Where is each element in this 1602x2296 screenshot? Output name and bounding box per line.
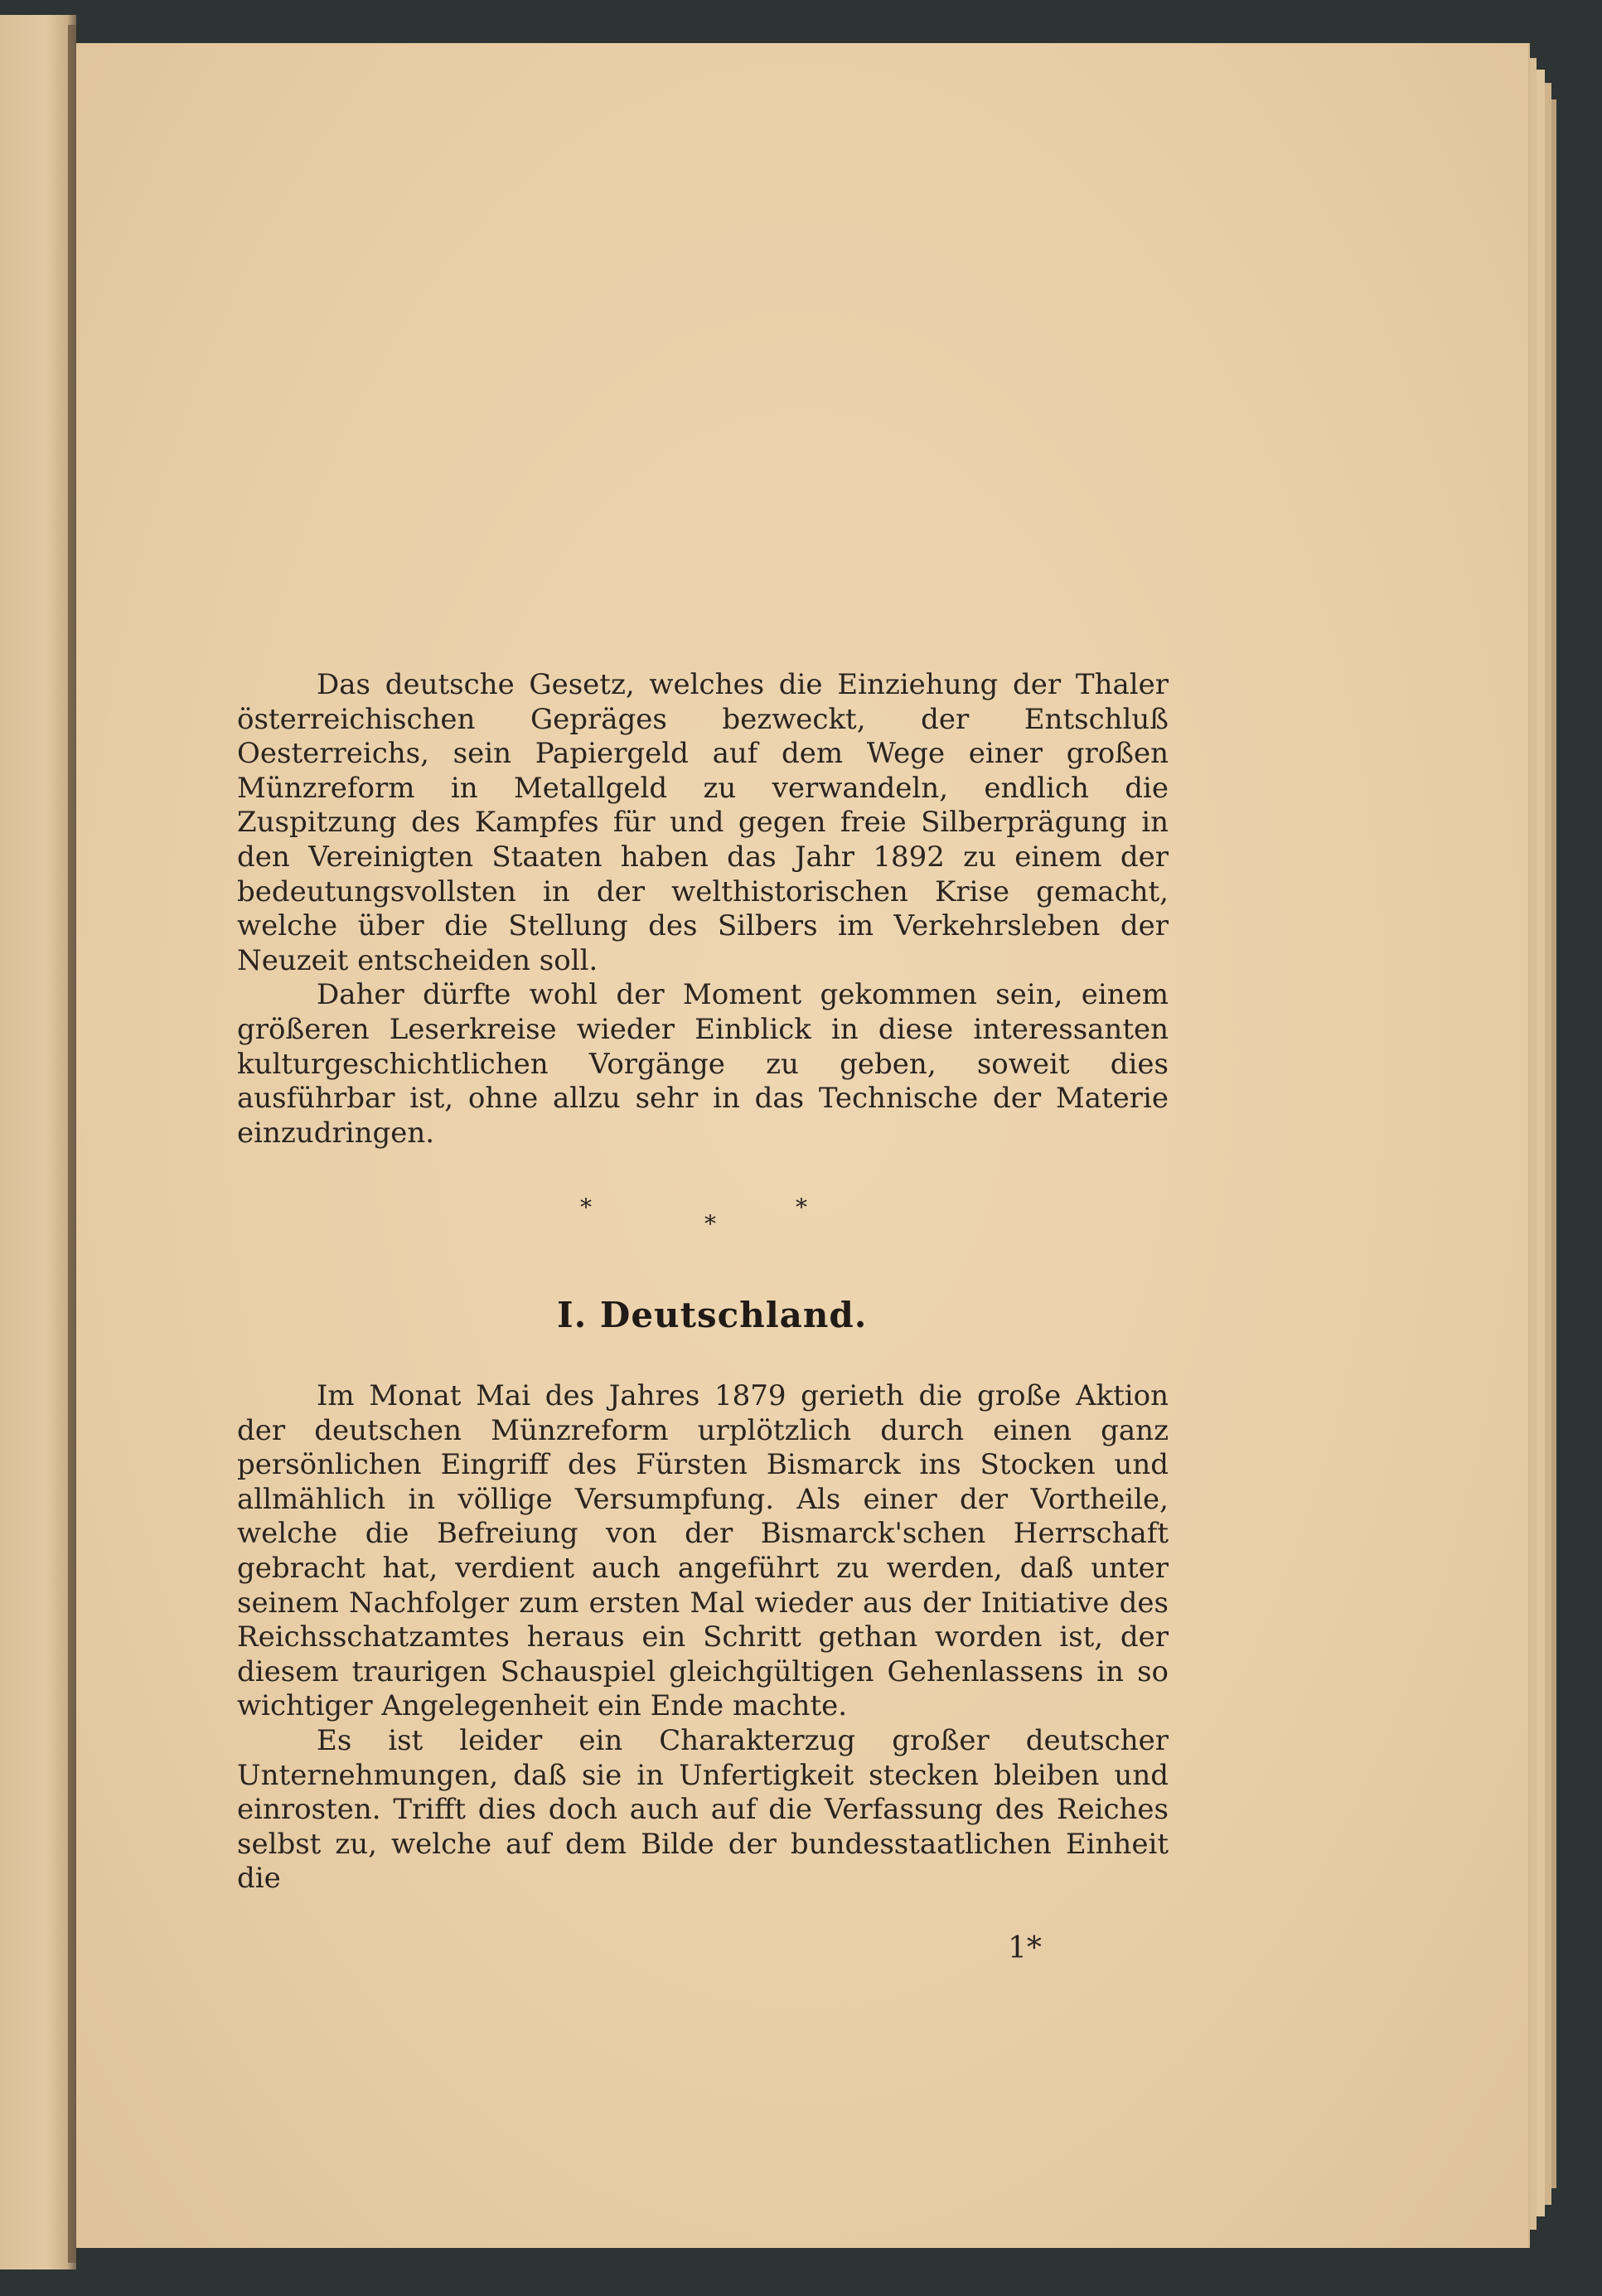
separator-star: * (580, 1194, 592, 1221)
page-fore-edge (1537, 70, 1545, 2216)
separator-star: * (796, 1194, 807, 1221)
section-separator (580, 1194, 845, 1243)
intro-text (237, 668, 1169, 1150)
signature-mark: 1* (1008, 1931, 1042, 1965)
section-heading: I. Deutschland. (557, 1295, 868, 1335)
page-fore-edge (1545, 83, 1551, 2205)
left-page-edge (0, 15, 76, 2269)
separator-star: * (704, 1210, 716, 1238)
intro-paragraph-2: Daher dürfte wohl der Moment gekommen sein, einem größeren Leserkreise wieder Einblick in diese interessanten kulturgeschichtlichen Vorgänge zu geben, soweit dies ausführbar ist, ohne allzu sehr in das Technische der Materie einzudringen. (237, 978, 1169, 1150)
section-paragraph-2: Es ist leider ein Charakterzug großer deutscher Unternehmungen, daß sie in Unfertigkeit stecken bleiben und einrosten. Trifft dies doch auch auf die Verfassung des Reiches selbst zu, welche auf dem Bilde der bundesstaatlichen Einheit die (237, 1723, 1169, 1896)
section-text (237, 1379, 1169, 1896)
intro-paragraph-1: Das deutsche Gesetz, welches die Einziehung der Thaler österreichischen Gepräges bezweckt, der Entschluß Oesterreichs, sein Papiergeld auf dem Wege einer großen Münzreform in Metallgeld zu verwandeln, endlich die Zuspitzung des Kampfes für und gegen freie Silberprägung in den Vereinigten Staaten haben das Jahr 1892 zu einem der bedeutungsvollsten in der welthistorischen Krise gemacht, welche über die Stellung des Silbers im Verkehrsleben der Neuzeit entscheiden soll. (237, 668, 1169, 977)
section-paragraph-1: Im Monat Mai des Jahres 1879 gerieth die große Aktion der deutschen Münzreform urplötzlich durch einen ganz persönlichen Eingriff des Fürsten Bismarck ins Stocken und allmählich in völlige Versumpfung. Als einer der Vortheile, welche die Befreiung von der Bismarck'schen Herrschaft gebracht hat, verdient auch angeführt zu werden, daß unter seinem Nachfolger zum ersten Mal wieder aus der Initiative des Reichsschatzamtes heraus ein Schritt gethan worden ist, der diesem traurigen Schauspiel gleichgültigen Gehenlassens in so wichtiger Angelegenheit ein Ende machte. (237, 1379, 1169, 1723)
page-fore-edge (1551, 99, 1556, 2188)
